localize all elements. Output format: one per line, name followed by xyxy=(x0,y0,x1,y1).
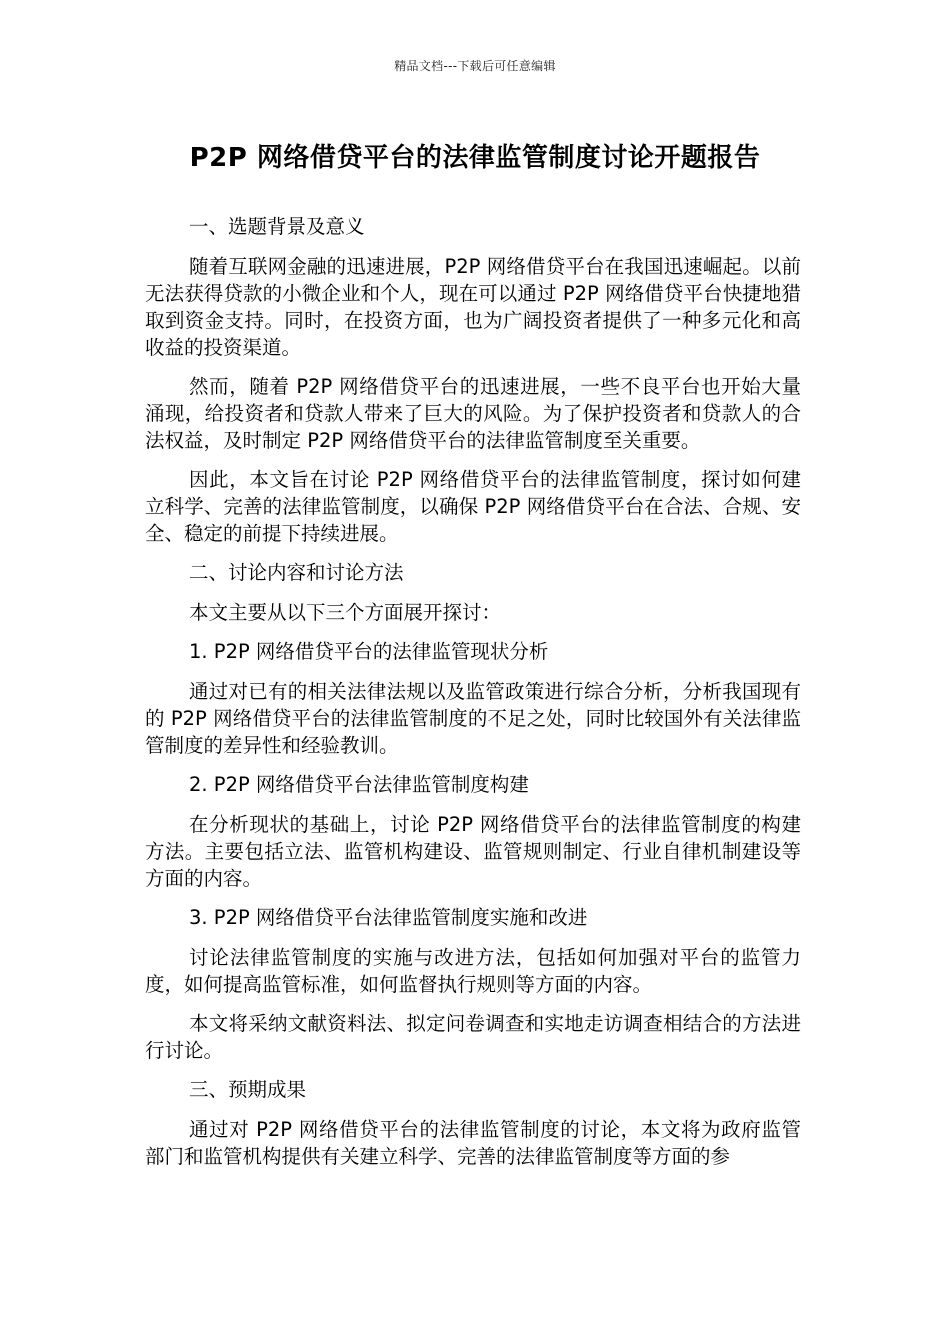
subheading-3: 3. P2P 网络借贷平台法律监管制度实施和改进 xyxy=(189,906,588,929)
paragraph: 本文主要从以下三个方面展开探讨： xyxy=(189,601,502,624)
section-heading-content-methods: 二、讨论内容和讨论方法 xyxy=(189,561,404,584)
paragraph: 在分析现状的基础上，讨论 P2P 网络借贷平台的法律监管制度的构建方法。主要包括立法、监管机构建设、监管规则制定、行业自律机制建设等方面的内容。 xyxy=(145,813,801,890)
paragraph: 本文将采纳文献资料法、拟定问卷调查和实地走访调查相结合的方法进行讨论。 xyxy=(145,1012,801,1062)
document-body xyxy=(145,213,801,1182)
paragraph: 随着互联网金融的迅速进展，P2P 网络借贷平台在我国迅速崛起。以前无法获得贷款的小微企业和个人，现在可以通过 P2P 网络借贷平台快捷地猎取到资金支持。同时，在投资方面，也为广阔投资者提供了一种多元化和高收益的投资渠道。 xyxy=(145,255,801,359)
paragraph: 讨论法律监管制度的实施与改进方法，包括如何加强对平台的监管力度，如何提高监管标准，如何监督执行规则等方面的内容。 xyxy=(145,946,801,996)
paragraph: 然而，随着 P2P 网络借贷平台的迅速进展，一些不良平台也开始大量涌现，给投资者和贷款人带来了巨大的风险。为了保护投资者和贷款人的合法权益，及时制定 P2P 网络借贷平台的法律监管制度至关重要。 xyxy=(145,375,801,452)
paragraph: 通过对已有的相关法律法规以及监管政策进行综合分析，分析我国现有的 P2P 网络借贷平台的法律监管制度的不足之处，同时比较国外有关法律监管制度的差异性和经验教训。 xyxy=(145,680,801,757)
section-heading-expected-results: 三、预期成果 xyxy=(189,1078,307,1101)
subheading-1: 1. P2P 网络借贷平台的法律监管现状分析 xyxy=(189,640,549,663)
subheading-2: 2. P2P 网络借贷平台法律监管制度构建 xyxy=(189,773,529,796)
document-title: P2P 网络借贷平台的法律监管制度讨论开题报告 xyxy=(189,143,761,173)
paragraph: 通过对 P2P 网络借贷平台的法律监管制度的讨论，本文将为政府监管部门和监管机构提供有关建立科学、完善的法律监管制度等方面的参 xyxy=(145,1118,801,1168)
section-heading-background: 一、选题背景及意义 xyxy=(189,215,365,238)
paragraph: 因此，本文旨在讨论 P2P 网络借贷平台的法律监管制度，探讨如何建立科学、完善的法律监管制度，以确保 P2P 网络借贷平台在合法、合规、安全、稳定的前提下持续进展。 xyxy=(145,468,801,545)
header-note: 精品文档---下载后可任意编辑 xyxy=(394,59,556,73)
